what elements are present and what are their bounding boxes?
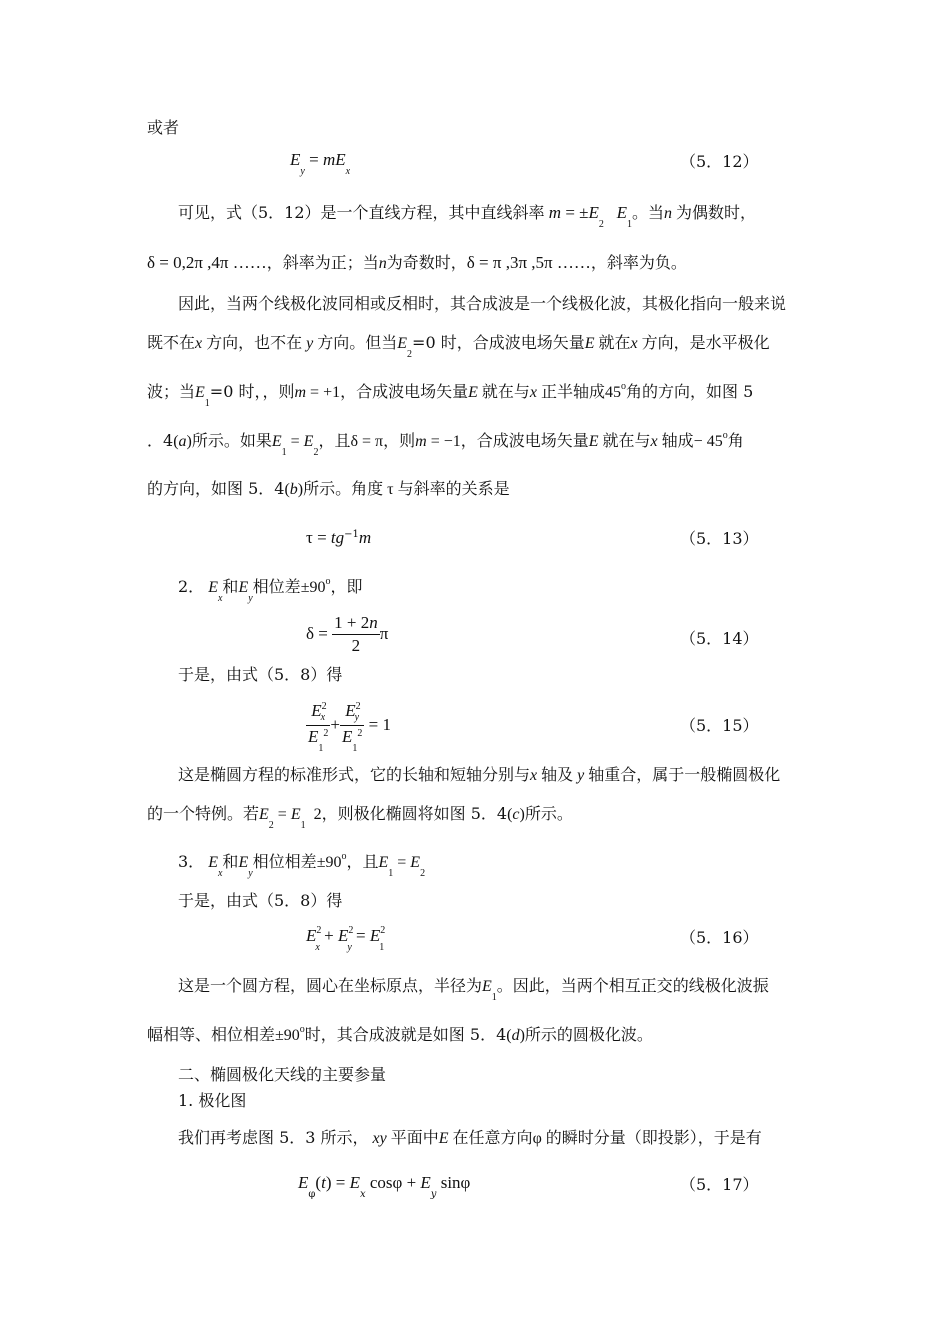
eq-number-5-12: （5．12）: [680, 152, 759, 171]
section-item-2: 2． $E_x$和$E_y$相位差$\pm 90^o$，即: [178, 576, 363, 604]
eq-number-5-15: （5．15）: [680, 716, 759, 735]
equation-5-16: $E^2_x + E^2_y = E^2_1$: [306, 925, 386, 953]
paragraph-line: 的一个特例。若$E_2 = E_1$ 2，则极化椭圆将如图 5．4(c)所示。: [147, 804, 573, 831]
paragraph-line: ．4(a)所示。如果$E_1 = E_2$，且δ = π，则m = −1，合成波电场矢量E 就在与x 轴成− $45^o$角: [147, 430, 744, 458]
paragraph-line: δ = 0,2π ,4π ……，斜率为正；当n为奇数时，δ = π ,3π ,5π ……，斜率为负。: [147, 253, 687, 272]
paragraph-line: 的方向，如图 5．4(b)所示。角度 τ 与斜率的关系是: [147, 479, 510, 498]
equation-5-14: δ = $\frac{1 + 2n}{2}$ π: [306, 613, 389, 655]
paragraph-line: 因此，当两个线极化波同相或反相时，其合成波是一个线极化波，其极化指向一般来说: [178, 294, 787, 313]
paragraph-line: 可见，式（5．12）是一个直线方程，其中直线斜率 $m = \pm E_2$ $E_1$。当n 为偶数时，: [178, 203, 757, 230]
paragraph-line: 于是，由式（5．8）得: [178, 891, 343, 910]
paragraph-line: 这是一个圆方程，圆心在坐标原点，半径为$E_1$。因此，当两个相互正交的线极化波振: [178, 976, 769, 1003]
equation-5-17: $E_\varphi(t) = E_x$ $\cos\varphi + E_y$ sinφ: [298, 1173, 471, 1200]
eq-number-5-17: （5．17）: [680, 1175, 759, 1194]
equation-5-12: $E_y = mE_x$: [290, 150, 351, 177]
paragraph-line: 我们再考虑图 5．3 所示， xy 平面中E 在任意方向φ 的瞬时分量（即投影），于是有: [178, 1128, 762, 1147]
paragraph-line: 波；当$E_1=0$ 时，，则m = +1，合成波电场矢量E 就在与x 正半轴成45$^o$角的方向，如图 5: [147, 381, 754, 409]
subsection-heading: 1. 极化图: [178, 1091, 247, 1110]
text-or: 或者: [147, 118, 180, 137]
equation-5-15: $\frac{E^2_x}{E_1^2}$ + $\frac{E^2_y}{E_1^2}$ = 1: [308, 701, 391, 754]
paragraph-line: 幅相等、相位相差$\pm 90^o$时，其合成波就是如图 5．4(d)所示的圆极化波。: [147, 1024, 653, 1044]
section-heading: 二、椭圆极化天线的主要参量: [178, 1065, 387, 1084]
section-item-3: 3． $E_x$和$E_y$相位相差$\pm 90^o$，且$E_1 = E_2$: [178, 851, 426, 879]
eq-number-5-13: （5．13）: [680, 529, 759, 548]
eq-number-5-16: （5．16）: [680, 928, 759, 947]
eq-number-5-14: （5．14）: [680, 629, 759, 648]
paragraph-line: 于是，由式（5．8）得: [178, 665, 343, 684]
equation-5-13: $\tau = tg^{-1}m$: [306, 528, 372, 547]
paragraph-line: 这是椭圆方程的标准形式，它的长轴和短轴分别与x 轴及 y 轴重合，属于一般椭圆极化: [178, 765, 781, 784]
paragraph-line: 既不在x 方向，也不在 y 方向。但当$E_2=0$ 时，合成波电场矢量E 就在x 方向，是水平极化: [147, 333, 770, 360]
